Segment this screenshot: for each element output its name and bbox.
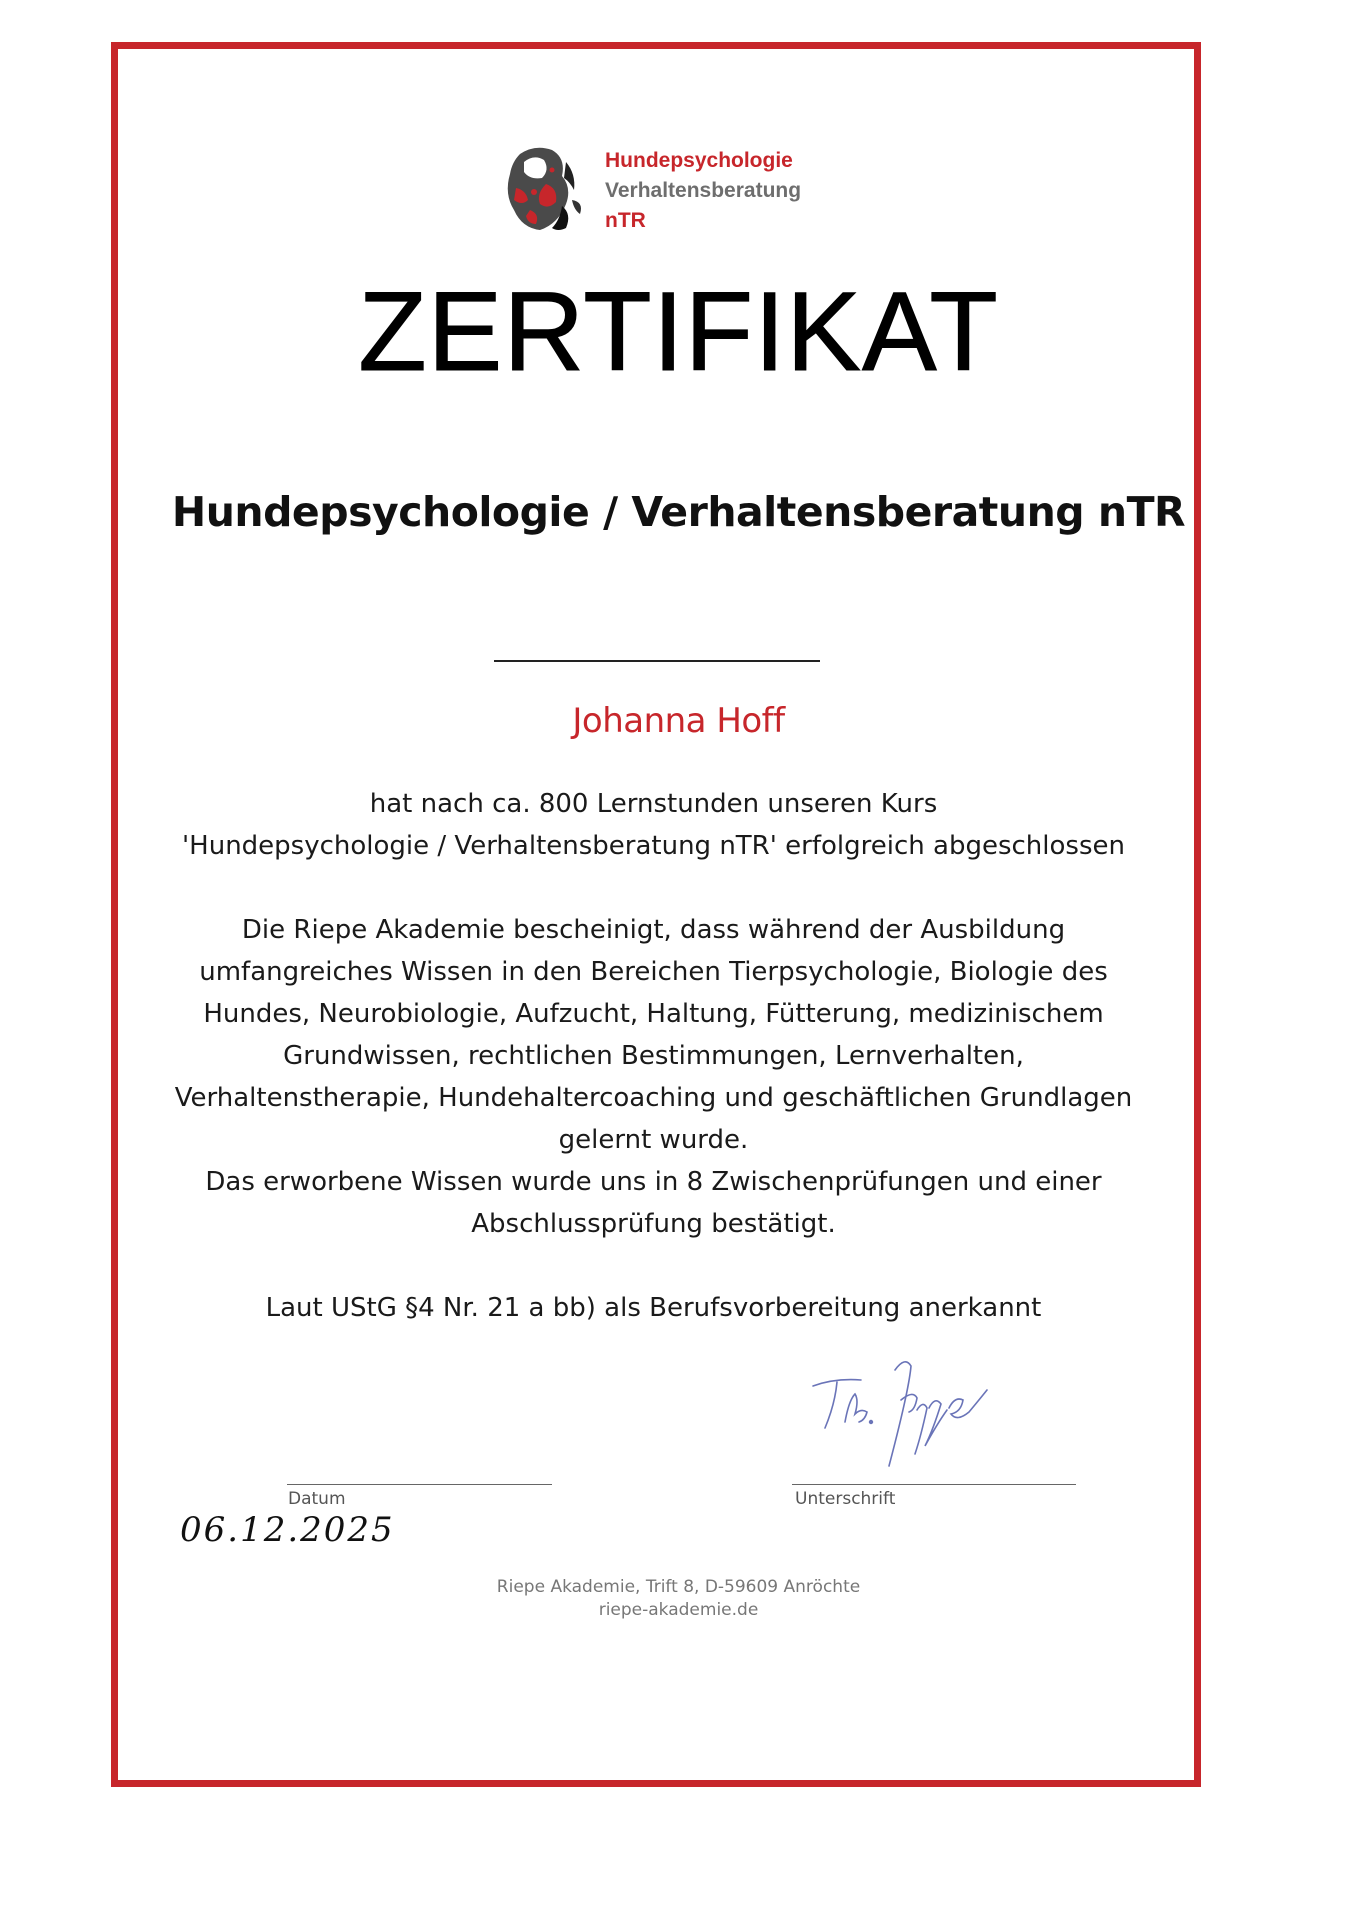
text-line: Verhaltenstherapie, Hundehaltercoaching und geschäftlichen Grundlagen (174, 1083, 1133, 1113)
date-line (287, 1484, 552, 1485)
date-value: 06.12.2025 (180, 1510, 395, 1550)
certification-statement (150, 909, 1157, 1245)
footer-website: riepe-akademie.de (598, 1600, 759, 1620)
name-divider (494, 660, 820, 662)
logo (500, 138, 860, 238)
footer (0, 1576, 1357, 1622)
recipient-name: Johanna Hoff (572, 701, 785, 741)
logo-line-1: Hundepsychologie (605, 149, 793, 172)
logo-line-2: Verhaltensberatung (605, 179, 802, 202)
date-label: Datum (288, 1489, 346, 1509)
text-line: Abschlussprüfung bestätigt. (471, 1209, 836, 1239)
signature-label: Unterschrift (795, 1489, 896, 1509)
text-line: Grundwissen, rechtlichen Bestimmungen, Lernverhalten, (283, 1041, 1024, 1071)
course-title: Hundepsychologie / Verhaltensberatung nTR (171, 488, 1186, 536)
text-line: Das erworbene Wissen wurde uns in 8 Zwischenprüfungen und einer (205, 1167, 1102, 1197)
text-line: Die Riepe Akademie bescheinigt, dass während der Ausbildung (241, 915, 1066, 945)
logo-line-3: nTR (605, 209, 646, 232)
logo-wordmark (605, 146, 801, 236)
completion-statement (150, 783, 1157, 867)
handwritten-signature (805, 1350, 995, 1470)
footer-address: Riepe Akademie, Trift 8, D-59609 Anröchte (496, 1577, 861, 1597)
signature-line (792, 1484, 1076, 1485)
text-line: umfangreiches Wissen in den Bereichen Tierpsychologie, Biologie des (199, 957, 1108, 987)
dog-logo-icon (500, 144, 598, 236)
text-line: gelernt wurde. (558, 1125, 749, 1155)
text-line: Hundes, Neurobiologie, Aufzucht, Haltung, Fütterung, medizinischem (203, 999, 1104, 1029)
legal-recognition: Laut UStG §4 Nr. 21 a bb) als Berufsvorbereitung anerkannt (265, 1293, 1042, 1323)
text-line: 'Hundepsychologie / Verhaltensberatung nTR' erfolgreich abgeschlossen (182, 831, 1125, 861)
text-line: hat nach ca. 800 Lernstunden unseren Kurs (369, 789, 938, 819)
certificate-title: ZERTIFIKAT (358, 269, 999, 394)
